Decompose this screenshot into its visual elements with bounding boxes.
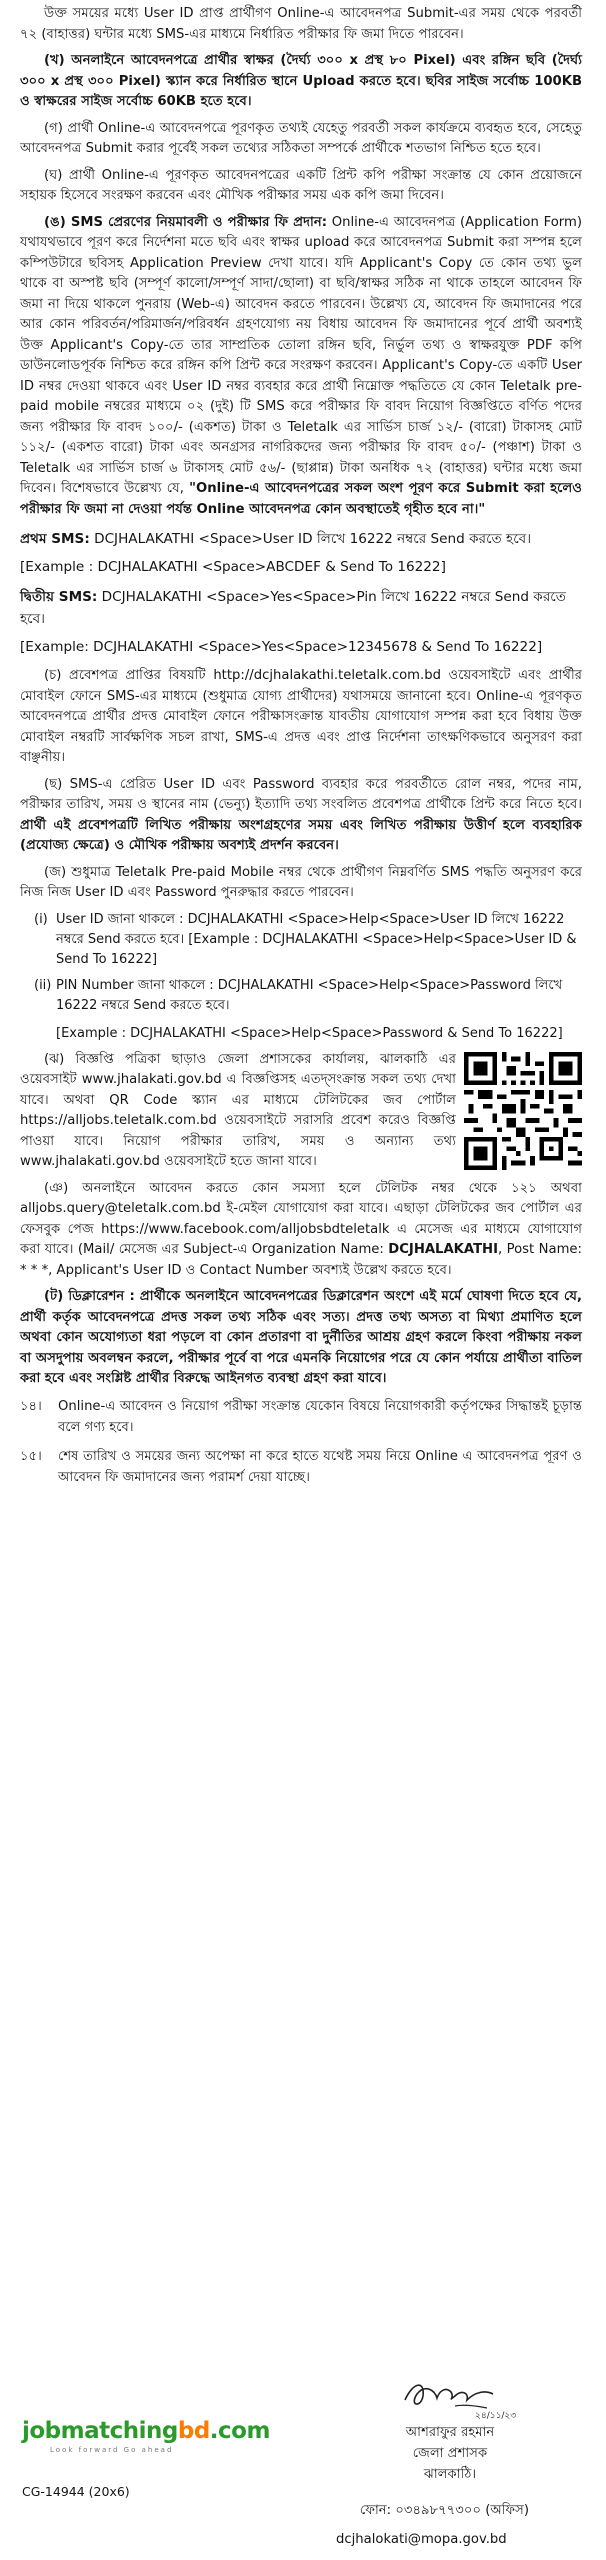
paragraph-gha-print-copy: (ঘ) প্রার্থী Online-এ পূরণকৃত আবেদনপত্রের একটি প্রিন্ট কপি পরীক্ষা সংক্রান্ত যে কোন প্রয়োজনে সহায়ক হিসেবে সংরক্ষণ করবেন এবং মৌখিক পরীক্ষার সময় এক কপি জমা দিবেন। [20,167,582,203]
credentials-bold-text: প্রার্থী এই প্রবেশপত্রটি লিখিত পরীক্ষায় অংশগ্রহণের সময় এবং লিখিত পরীক্ষায় উত্তীর্ণ হলে ব্যবহারিক (প্রযোজ্য ক্ষেত্রে) ও মৌখিক পরীক্ষায় অবশ্যই প্রদর্শন করবেন। [20,817,582,853]
paragraph-uma-sms-rules [20,213,582,521]
sms-rules-body: Online-এ আবেদনপত্র (Application Form) যথাযথভাবে পূরণ করে নির্দেশনা মতে ছবি এবং স্বাক্ষর upload করে আবেদনপত্র Submit করা সম্পন্ন হলে কম্পিউটারে ছবিসহ Application Preview দেখা যাবে। যদি Applicant's Copy তে কোন তথ্য ভুল থাকে বা অস্পষ্ট ছবি (সম্পূর্ণ কালো/সম্পূর্ণ সাদা/ছোলা) বা ছবি/স্বাক্ষর সঠিক না থাকে তাহলে আবেদন ফি জমা না দিয়ে থাকলে পুনরায় (Web-এ) আবেদন করতে পারবেন। উল্লেখ্য যে, আবেদন ফি জমাদানের পরে আর কোন পরিবর্তন/পরিমার্জন/পরিবর্ধন গ্রহণযোগ্য নয় বিধায় আবেদন ফি জমাদানের পূর্বে প্রার্থী অবশ্যই উক্ত Applicant's Copy-তে তার সাম্প্রতিক তোলা রঙ্গিন ছবি, নির্ভুল তথ্য ও স্বাক্ষরযুক্ত PDF কপি ডাউনলোডপূর্বক নিশ্চিত করে রঙ্গিন কপি প্রিন্ট করে সংরক্ষণ করবেন। Applicant's Copy-তে একটি User ID নম্বর দেওয়া থাকবে এবং User ID নম্বর ব্যবহার করে প্রার্থী নিম্নোক্ত পদ্ধতিতে যে কোন Teletalk pre-paid mobile নম্বরের মাধ্যমে ০২ (দুই) টি SMS করে পরীক্ষার ফি বাবদ নিয়োগ বিজ্ঞপ্তিতে বর্ণিত পদের জন্য পরীক্ষার ফি বাবদ ১০০/- (একশত) টাকা ও Teletalk এর সার্ভিস চার্জ ১২/- (বারো) টাকাসহ মোট ১১২/- (একশত বারো) টাকা এবং অনগ্রসর নাগরিকদের জন্য পরীক্ষার ফি বাবদ ৫০/- (পঞ্চাশ) টাকা ও Teletalk এর সার্ভিস চার্জ ৬ টাকাসহ মোট ৫৬/- (ছাপ্পান্ন) টাকা অনধিক ৭২ (বাহাত্তর) ঘন্টার মধ্যে জমা দিবেন। বিশেষভাবে উল্লেখ্য যে, [20,214,582,496]
qr-code-icon [464,1052,582,1170]
logo-text-bd: bd [177,2418,210,2444]
paragraph-cha-admit-card: (চ) প্রবেশপত্র প্রাপ্তির বিষয়টি http://dcjhalakathi.teletalk.com.bd ওয়েবসাইটে এবং প্রার্থীর মোবাইল ফোনে SMS-এর মাধ্যমে (শুধুমাত্র যোগ্য প্রার্থীদের) যথাসময়ে জানানো হবে। Online-এ পূরণকৃত আবেদনপত্রে প্রার্থীর প্রদত্ত মোবাইল ফোনে পরীক্ষাসংক্রান্ত যাবতীয় যোগাযোগ সম্পন্ন করা হবে বিধায় উক্ত মোবাইল নম্বরটি সার্বক্ষণিক সচল রাখা, SMS-এ প্রদত্ত এবং প্রাপ্ত নির্দেশনা তাৎক্ষণিকভাবে অনুসরণ করা বাঞ্ছনীয়। [20,668,582,765]
list-text: User ID জানা থাকলে : DCJHALAKATHI <Space>Help<Space>User ID লিখে 16222 নম্বরে Send করতে হবে। [Example : DCJHALAKATHI <Space>Help<Space>User ID & Send To 16222] [56,911,577,967]
logo-text-main: jobmatching [22,2418,178,2444]
support-text-end: , Post Name: * * *, Applicant's User ID ও Contact Number অবশ্যই উল্লেখ করতে হবে। [20,1242,582,1278]
credentials-text: (ছ) SMS-এ প্রেরিত User ID এবং Password ব্যবহার করে পরবর্তীতে রোল নম্বর, পদের নাম, পরীক্ষার তারিখ, সময় ও স্থানের নাম (ভেন্যু) ইত্যাদি তথ্য সংবলিত প্রবেশপত্র প্রার্থীকে প্রিন্ট করে নিতে হবে। [20,776,582,812]
organization-name: DCJHALAKATHI [388,1242,499,1257]
pin-recovery-text: PIN Number জানা থাকলে : DCJHALAKATHI <Space>Help<Space>Password লিখে 16222 নম্বরে Send করতে হবে। [56,977,563,1013]
sms-rules-heading: (ঙ) SMS প্রেরণের নিয়মাবলী ও পরীক্ষার ফি প্রদান: [44,214,327,230]
footer [0,2360,606,2560]
second-sms-label: দ্বিতীয় SMS: [20,589,98,605]
list-marker: (ii) [34,977,52,993]
list-item-pin-recovery [20,976,582,1044]
list-marker: (i) [34,911,48,927]
website-qr-section [20,1050,582,1179]
item-text: Online-এ আবেদন ও নিয়োগ পরীক্ষা সংক্রান্ত যেকোন বিষয়ে নিয়োগকারী কর্তৃপক্ষের সিদ্ধান্তই চূড়ান্ত বলে গণ্য হবে। [58,1398,582,1435]
officer-title: জেলা প্রশাসক [412,2446,488,2461]
numbered-item-14 [20,1396,582,1438]
pin-recovery-example: [Example : DCJHALAKATHI <Space>Help<Space>Password & Send To 16222] [56,1025,563,1041]
paragraph-ja-recovery: (জ) শুধুমাত্র Teletalk Pre-paid Mobile নম্বর থেকে প্রার্থীগণ নিম্নবর্ণিত SMS পদ্ধতি অনুসরণ করে নিজ নিজ User ID এবং Password পুনরুদ্ধার করতে পারবেন। [20,864,582,900]
second-sms-example: [Example: DCJHALAKATHI <Space>Yes<Space>12345678 & Send To 16222] [20,639,543,655]
paragraph-nya-support [20,1179,582,1282]
item-number: ১৪। [20,1398,42,1414]
logo-tagline: Look forward Go ahead [50,2446,174,2454]
qr-code [464,1052,582,1170]
office-phone: ফোন: ০৩৪৯৮৭৭৩০০ (অফিস) [360,2503,530,2518]
office-email: dcjhalokati@mopa.gov.bd [336,2532,507,2547]
first-sms-example: [Example : DCJHALAKATHI <Space>ABCDEF & Send To 16222] [20,559,446,575]
paragraph-ga-accuracy: (গ) প্রার্থী Online-এ আবেদনপত্রে পূরণকৃত তথ্যই যেহেতু পরবর্তী সকল কার্যক্রমে ব্যবহৃত হবে, সেহেতু আবেদনপত্র Submit করার পূর্বেই সকল তথ্যের সঠিকতা সম্পর্কে প্রার্থীকে শতভাগ নিশ্চিত হতে হবে। [20,120,582,156]
paragraph-jha-website: (ঝ) বিজ্ঞপ্তি পত্রিকা ছাড়াও জেলা প্রশাসকের কার্যালয়, ঝালকাঠি এর ওয়েবসাইট www.jhalakati.gov.bd এ বিজ্ঞপ্তিসহ এতদ্সংক্রান্ত সকল তথ্য দেখা যাবে। অথবা QR Code স্ক্যান এর মাধ্যমে টেলিটকের জব পোর্টাল https://alljobs.teletalk.com.bd ওয়েবসাইটে সরাসরি প্রবেশ করেও বিজ্ঞপ্তি পাওয়া যাবে। নিয়োগ পরীক্ষার তারিখ, সময় ও অন্যান্য তথ্য www.jhalakati.gov.bd ওয়েবসাইটে হতে জানা যাবে। [20,1051,456,1169]
second-sms-text: DCJHALAKATHI <Space>Yes<Space>Pin লিখে 16222 নম্বরে Send করতে হবে। [20,589,566,627]
second-sms-instruction [20,586,582,630]
first-sms-instruction [20,528,582,550]
list-item-user-id-recovery [20,910,582,970]
paragraph-fee-window: উক্ত সময়ের মধ্যে User ID প্রাপ্ত প্রার্থীগণ Online-এ আবেদনপত্র Submit-এর সময় থেকে পরবর্তী ৭২ (বাহাত্তর) ঘন্টার মধ্যে SMS-এর মাধ্যমে নির্ধারিত পরীক্ষার ফি জমা দিতে পারবেন। [20,6,582,42]
sms-rules-warning: "Online-এ আবেদনপত্রের সকল অংশ পূরণ করে Submit করা হলেও পরীক্ষার ফি জমা না দেওয়া পর্যন্ত Online আবেদনপত্র কোন অবস্থাতেই গৃহীত হবে না।" [20,481,582,517]
circular-code: CG-14944 (20x6) [22,2484,130,2499]
paragraph-ta-declaration: (ট) ডিক্লারেশন : প্রার্থীকে অনলাইনে আবেদনপত্রের ডিক্লারেশন অংশে এই মর্মে ঘোষণা দিতে হবে যে, প্রার্থী কর্তৃক আবেদনপত্রে প্রদত্ত সকল তথ্য সঠিক এবং সত্য। প্রদত্ত তথ্য অসত্য বা মিথ্যা প্রমাণিত হলে অথবা কোন অযোগ্যতা ধরা পড়লে বা কোন প্রতারণা বা দুর্নীতির আশ্রয় গ্রহণ করলে কিংবা পরীক্ষায় নকল বা অসদুপায় অবলম্বন করলে, পরীক্ষার পূর্বে বা পরে এমনকি নিয়োগের পরে যে কোন পর্যায়ে প্রার্থীতা বাতিল করা হবে এবং সংশ্লিষ্ট প্রার্থীর বিরুদ্ধে আইনগত ব্যবস্থা গ্রহণ করা যাবে। [20,1289,582,1386]
first-sms-label: প্রথম SMS: [20,531,90,547]
logo-text-com: .com [209,2418,270,2444]
first-sms-text: DCJHALAKATHI <Space>User ID লিখে 16222 নম্বরে Send করতে হবে। [89,531,532,547]
numbered-item-15 [20,1446,582,1488]
signature-icon [395,2362,517,2422]
support-text: (ঞ) অনলাইনে আবেদন করতে কোন সমস্যা হলে টেলিটক নম্বর থেকে ১২১ অথবা alljobs.query@teletalk.com.bd ই-মেইল যোগাযোগ করা যাবে। এছাড়া টেলিটকের জব পোর্টাল এর ফেসবুক পেজ https://www.facebook.com/alljobsbdteletalk এ মেসেজ এর মাধ্যমে যোগাযোগ করা যাবে। (Mail/ মেসেজ এর Subject-এ Organization Name: [20,1180,582,1257]
paragraph-chha-credentials [20,775,582,857]
officer-district: ঝালকাঠি। [423,2467,477,2482]
officer-name: আশরাফুর রহমান [405,2425,495,2440]
svg-text:২৪/১১/২৩: ২৪/১১/২৩ [475,2411,517,2421]
item-text: শেষ তারিখ ও সময়ের জন্য অপেক্ষা না করে হাতে যথেষ্ট সময় নিয়ে Online এ আবেদনপত্র পূরণ ও আবেদন ফি জমাদানের জন্য পরামর্শ দেয়া যাচ্ছে। [58,1448,582,1485]
list-text [56,976,582,1044]
item-number: ১৫। [20,1448,42,1464]
officer-block [360,2422,540,2485]
jobmatchingbd-logo [22,2418,270,2444]
paragraph-kha-photo-signature: (খ) অনলাইনে আবেদনপত্রে প্রার্থীর স্বাক্ষর (দৈর্ঘ্য ৩০০ x প্রস্থ ৮০ Pixel) এবং রঙ্গিন ছবি (দৈর্ঘ্য ৩০০ x প্রস্থ ৩০০ Pixel) স্ক্যান করে নির্ধারিত স্থানে Upload করতে হবে। ছবির সাইজ সর্বোচ্চ 100KB ও স্বাক্ষরের সাইজ সর্বোচ্চ 60KB হতে হবে। [20,53,582,109]
